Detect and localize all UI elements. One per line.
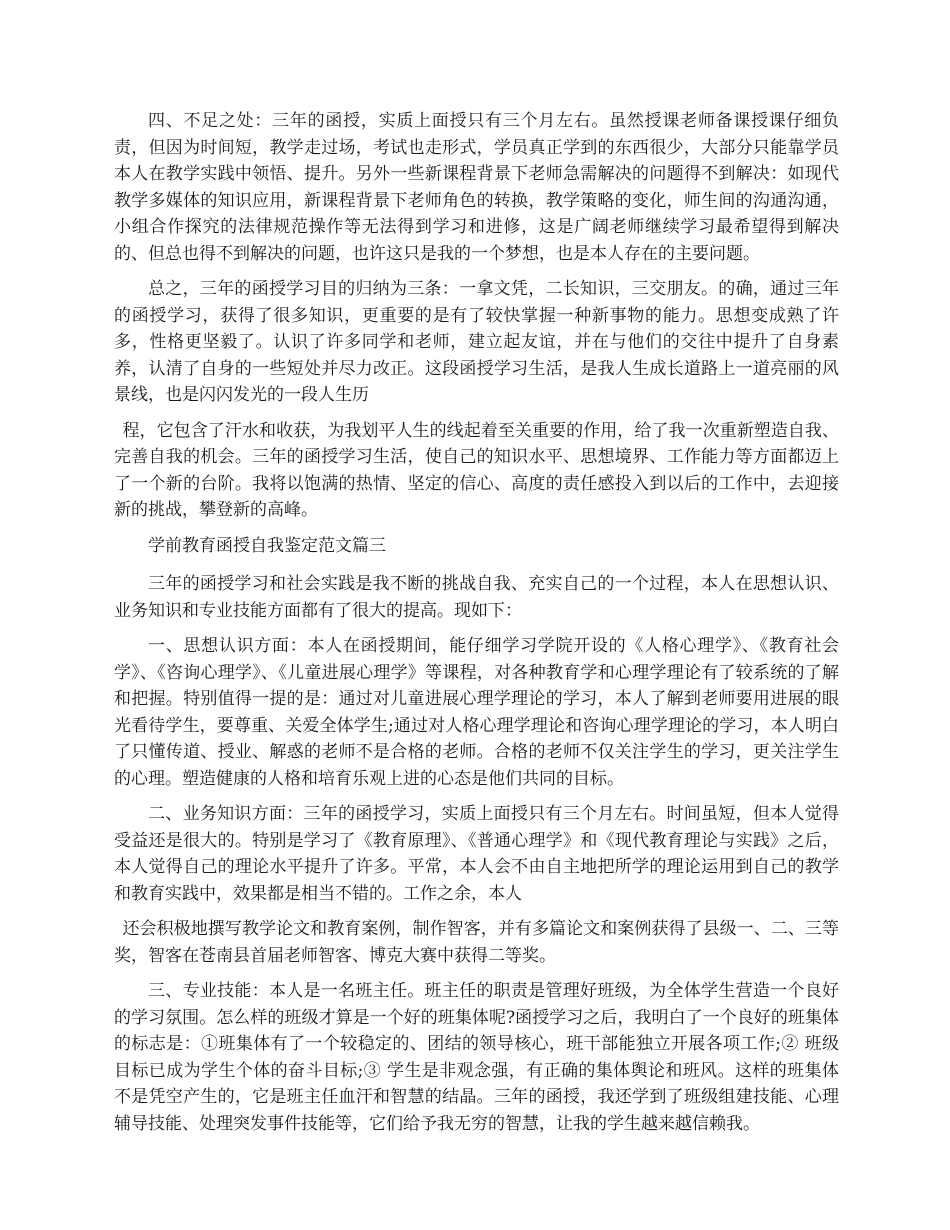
paragraph-summary: 总之，三年的函授学习目的归纳为三条：一拿文凭，二长知识，三交朋友。的确，通过三年的函授学习，获得了很多知识，更重要的是有了较快掌握一种新事物的能力。思想变成熟了许多，性格更坚毅了。认识了许多同学和老师，建立起友谊，并在与他们的交往中提升了自身素养，认清了自身的一些短处并尽力改正。这段函授学习生活，是我人生成长道路上一道亮丽的风景线，也是闪闪发光的一段人生历 [114,279,839,405]
paragraph-skills: 三、专业技能：本人是一名班主任。班主任的职责是管理好班级，为全体学生营造一个良好的学习氛围。怎么样的班级才算是一个好的班集体呢?函授学习之后，我明白了一个良好的班集体的标志是：①班集体有了一个较稳定的、团结的领导核心，班干部能独立开展各项工作;② 班级目标已成为学生个体的奋斗目标;③ 学生是非观念强，有正确的集体舆论和班风。这样的班集体不是凭空产生的，它是班主任血汗和智慧的结晶。三年的函授，我还学到了班级组建技能、心理辅导技能、处理突发事件技能等，它们给予我无穷的智慧，让我的学生越来越信赖我。 [114,981,839,1134]
paragraph-shortcomings: 四、不足之处：三年的函授，实质上面授只有三个月左右。虽然授课老师备课授课仔细负责，但因为时间短，教学走过场，考试也走形式，学员真正学到的东西很少，大部分只能靠学员本人在教学实践中领悟、提升。另外一些新课程背景下老师急需解决的问题得不到解决：如现代教学多媒体的知识应用，新课程背景下老师角色的转换，教学策略的变化，师生间的沟通沟通，小组合作探究的法律规范操作等无法得到学习和进修，这是广阔老师继续学习最希望得到解决的、但总也得不到解决的问题，也许这只是我的一个梦想，也是本人存在的主要问题。 [114,111,839,264]
paragraph-intro: 三年的函授学习和社会实践是我不断的挑战自我、充实自己的一个过程，本人在思想认识、业务知识和专业技能方面都有了很大的提高。现如下： [114,574,839,621]
paragraph-summary-continued: 程，它包含了汗水和收获，为我划平人生的线起着至关重要的作用，给了我一次重新塑造自我、完善自我的机会。三年的函授学习生活，使自己的知识水平、思想境界、工作能力等方面都迈上了一个新的台阶。我将以饱满的热情、坚定的信心、高度的责任感投入到以后的工作中，去迎接新的挑战，攀登新的高峰。 [114,420,839,520]
section-heading: 学前教育函授自我鉴定范文篇三 [148,535,386,556]
paragraph-knowledge: 二、业务知识方面：三年的函授学习，实质上面授只有三个月左右。时间虽短，但本人觉得受益还是很大的。特别是学习了《教育原理》、《普通心理学》和《现代教育理论与实践》之后，本人觉得自己的理论水平提升了许多。平常，本人会不由自主地把所学的理论运用到自己的教学和教育实践中，效果都是相当不错的。工作之余，本人 [114,804,839,904]
paragraph-knowledge-continued: 还会积极地撰写教学论文和教育案例，制作智客，并有多篇论文和案例获得了县级一、二、三等奖，智客在苍南县首届老师智客、博克大赛中获得二等奖。 [114,919,839,966]
paragraph-thinking: 一、思想认识方面：本人在函授期间，能仔细学习学院开设的《人格心理学》、《教育社会学》、《咨询心理学》、《儿童进展心理学》等课程，对各种教育学和心理学理论有了较系统的了解和把握。特别值得一提的是：通过对儿童进展心理学理论的学习，本人了解到老师要用进展的眼光看待学生，要尊重、关爱全体学生;通过对人格心理学理论和咨询心理学理论的学习，本人明白了只懂传道、授业、解惑的老师不是合格的老师。合格的老师不仅关注学生的学习，更关注学生的心理。塑造健康的人格和培育乐观上进的心态是他们共同的目标。 [114,636,839,789]
document-body [114,108,839,1146]
